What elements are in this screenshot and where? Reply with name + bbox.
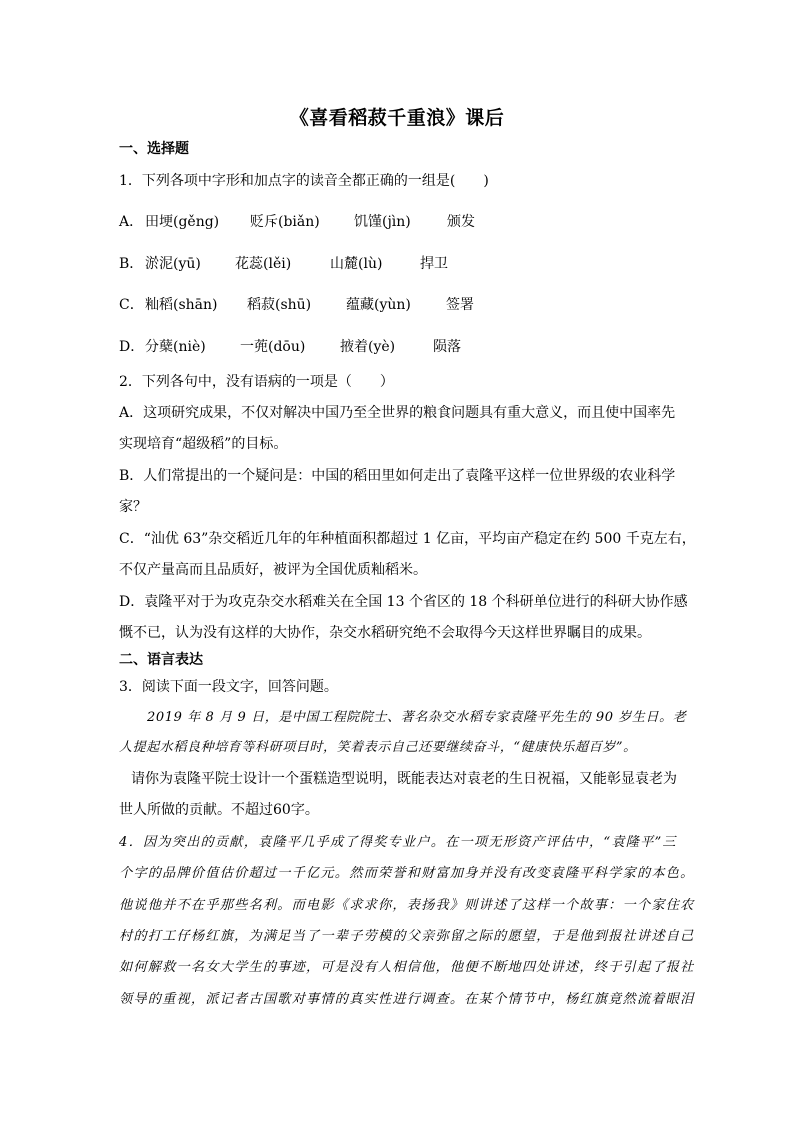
option-word: 蕴藏(yùn) bbox=[346, 297, 411, 313]
option-word: 签署 bbox=[446, 297, 474, 313]
section-heading-language: 二、语言表达 bbox=[119, 652, 203, 668]
option-word: 捍卫 bbox=[420, 256, 448, 272]
option-word: 陨落 bbox=[433, 339, 461, 355]
q4-line: 村的打工仔杨红旗，为满足当了一辈子劳模的父亲弥留之际的愿望，于是他到报社讲述自己 bbox=[119, 929, 695, 944]
q3-stem: 3．阅读下面一段文字，回答问题。 bbox=[119, 679, 338, 695]
section-heading-choice: 一、选择题 bbox=[119, 141, 189, 157]
page-title: 《喜看稻菽千重浪》课后 bbox=[289, 107, 505, 129]
q4-line: 他说他并不在乎那些名利。而电影《求求你，表扬我》则讲述了这样一个故事：一个家住农 bbox=[119, 898, 695, 913]
option-word: 田埂(gěng) bbox=[145, 214, 220, 230]
q3-task-line: 世人所做的贡献。不超过60字。 bbox=[119, 802, 319, 818]
option-word: 花蕊(lěi) bbox=[235, 256, 292, 272]
option-word: 籼稻(shān) bbox=[145, 297, 218, 313]
q3-passage-line: 2019 年 8 月 9 日，是中国工程院院士、著名杂交水稻专家袁隆平先生的 90 岁生日。老 bbox=[147, 710, 687, 725]
q2-line: B．人们常提出的一个疑问是：中国的稻田里如何走出了袁隆平这样一位世界级的农业科学 bbox=[119, 468, 676, 484]
q3-passage-line: 人提起水稻良种培育等科研项目时，笑着表示自己还要继续奋斗，“健康快乐超百岁”。 bbox=[119, 740, 637, 755]
option-word: 分蘖(niè) bbox=[145, 339, 206, 355]
q4-line: 如何解救一名女大学生的事迹，可是没有人相信他，他便不断地四处讲述，终于引起了报社 bbox=[119, 960, 695, 975]
option-label: A． bbox=[119, 214, 144, 230]
option-label: C． bbox=[119, 297, 144, 313]
q2-line: 家？ bbox=[119, 499, 147, 515]
option-word: 贬斥(biǎn) bbox=[250, 214, 320, 230]
q2-line: A．这项研究成果，不仅对解决中国乃至全世界的粮食问题具有重大意义，而且使中国率先 bbox=[119, 405, 676, 421]
q4-line: 个字的品牌价值估价超过一千亿元。然而荣誉和财富加身并没有改变袁隆平科学家的本色。 bbox=[119, 866, 695, 881]
q2-line: 慨不已，认为没有这样的大协作，杂交水稻研究绝不会取得今天这样世界瞩目的成果。 bbox=[119, 625, 651, 641]
q2-line: C．“汕优 63”杂交稻近几年的年种植面积都超过 1 亿亩，平均亩产稳定在约 500 千克左右， bbox=[119, 531, 696, 547]
option-word: 掖着(yè) bbox=[340, 339, 396, 355]
q2-line: D．袁隆平对于为攻克杂交水稻难关在全国 13 个省区的 18 个科研单位进行的科研大协作感 bbox=[119, 594, 688, 610]
q2-stem: 2．下列各句中，没有语病的一项是（ ） bbox=[119, 374, 394, 390]
option-word: 淤泥(yū) bbox=[145, 256, 201, 272]
q2-line: 实现培育“超级稻”的目标。 bbox=[119, 436, 288, 452]
q3-task-line: 请你为袁隆平院士设计一个蛋糕造型说明，既能表达对袁老的生日祝福，又能彰显袁老为 bbox=[131, 771, 677, 787]
option-word: 饥馑(jìn) bbox=[354, 214, 411, 230]
q1-stem: 1．下列各项中字形和加点字的读音全都正确的一组是( ) bbox=[119, 173, 489, 189]
q4-line: 领导的重视，派记者古国歌对事情的真实性进行调查。在某个情节中，杨红旗竟然流着眼泪 bbox=[119, 992, 695, 1007]
option-word: 颁发 bbox=[447, 214, 475, 230]
option-word: 一蔸(dōu) bbox=[240, 339, 306, 355]
option-word: 山麓(lù) bbox=[330, 256, 383, 272]
q4-line: 4．因为突出的贡献，袁隆平几乎成了得奖专业户。在一项无形资产评估中，“袁隆平”三 bbox=[119, 835, 677, 850]
q2-line: 不仅产量高而且品质好，被评为全国优质籼稻米。 bbox=[119, 562, 427, 578]
option-label: D． bbox=[119, 339, 145, 355]
option-word: 稻菽(shū) bbox=[247, 297, 312, 313]
option-label: B． bbox=[119, 256, 144, 272]
